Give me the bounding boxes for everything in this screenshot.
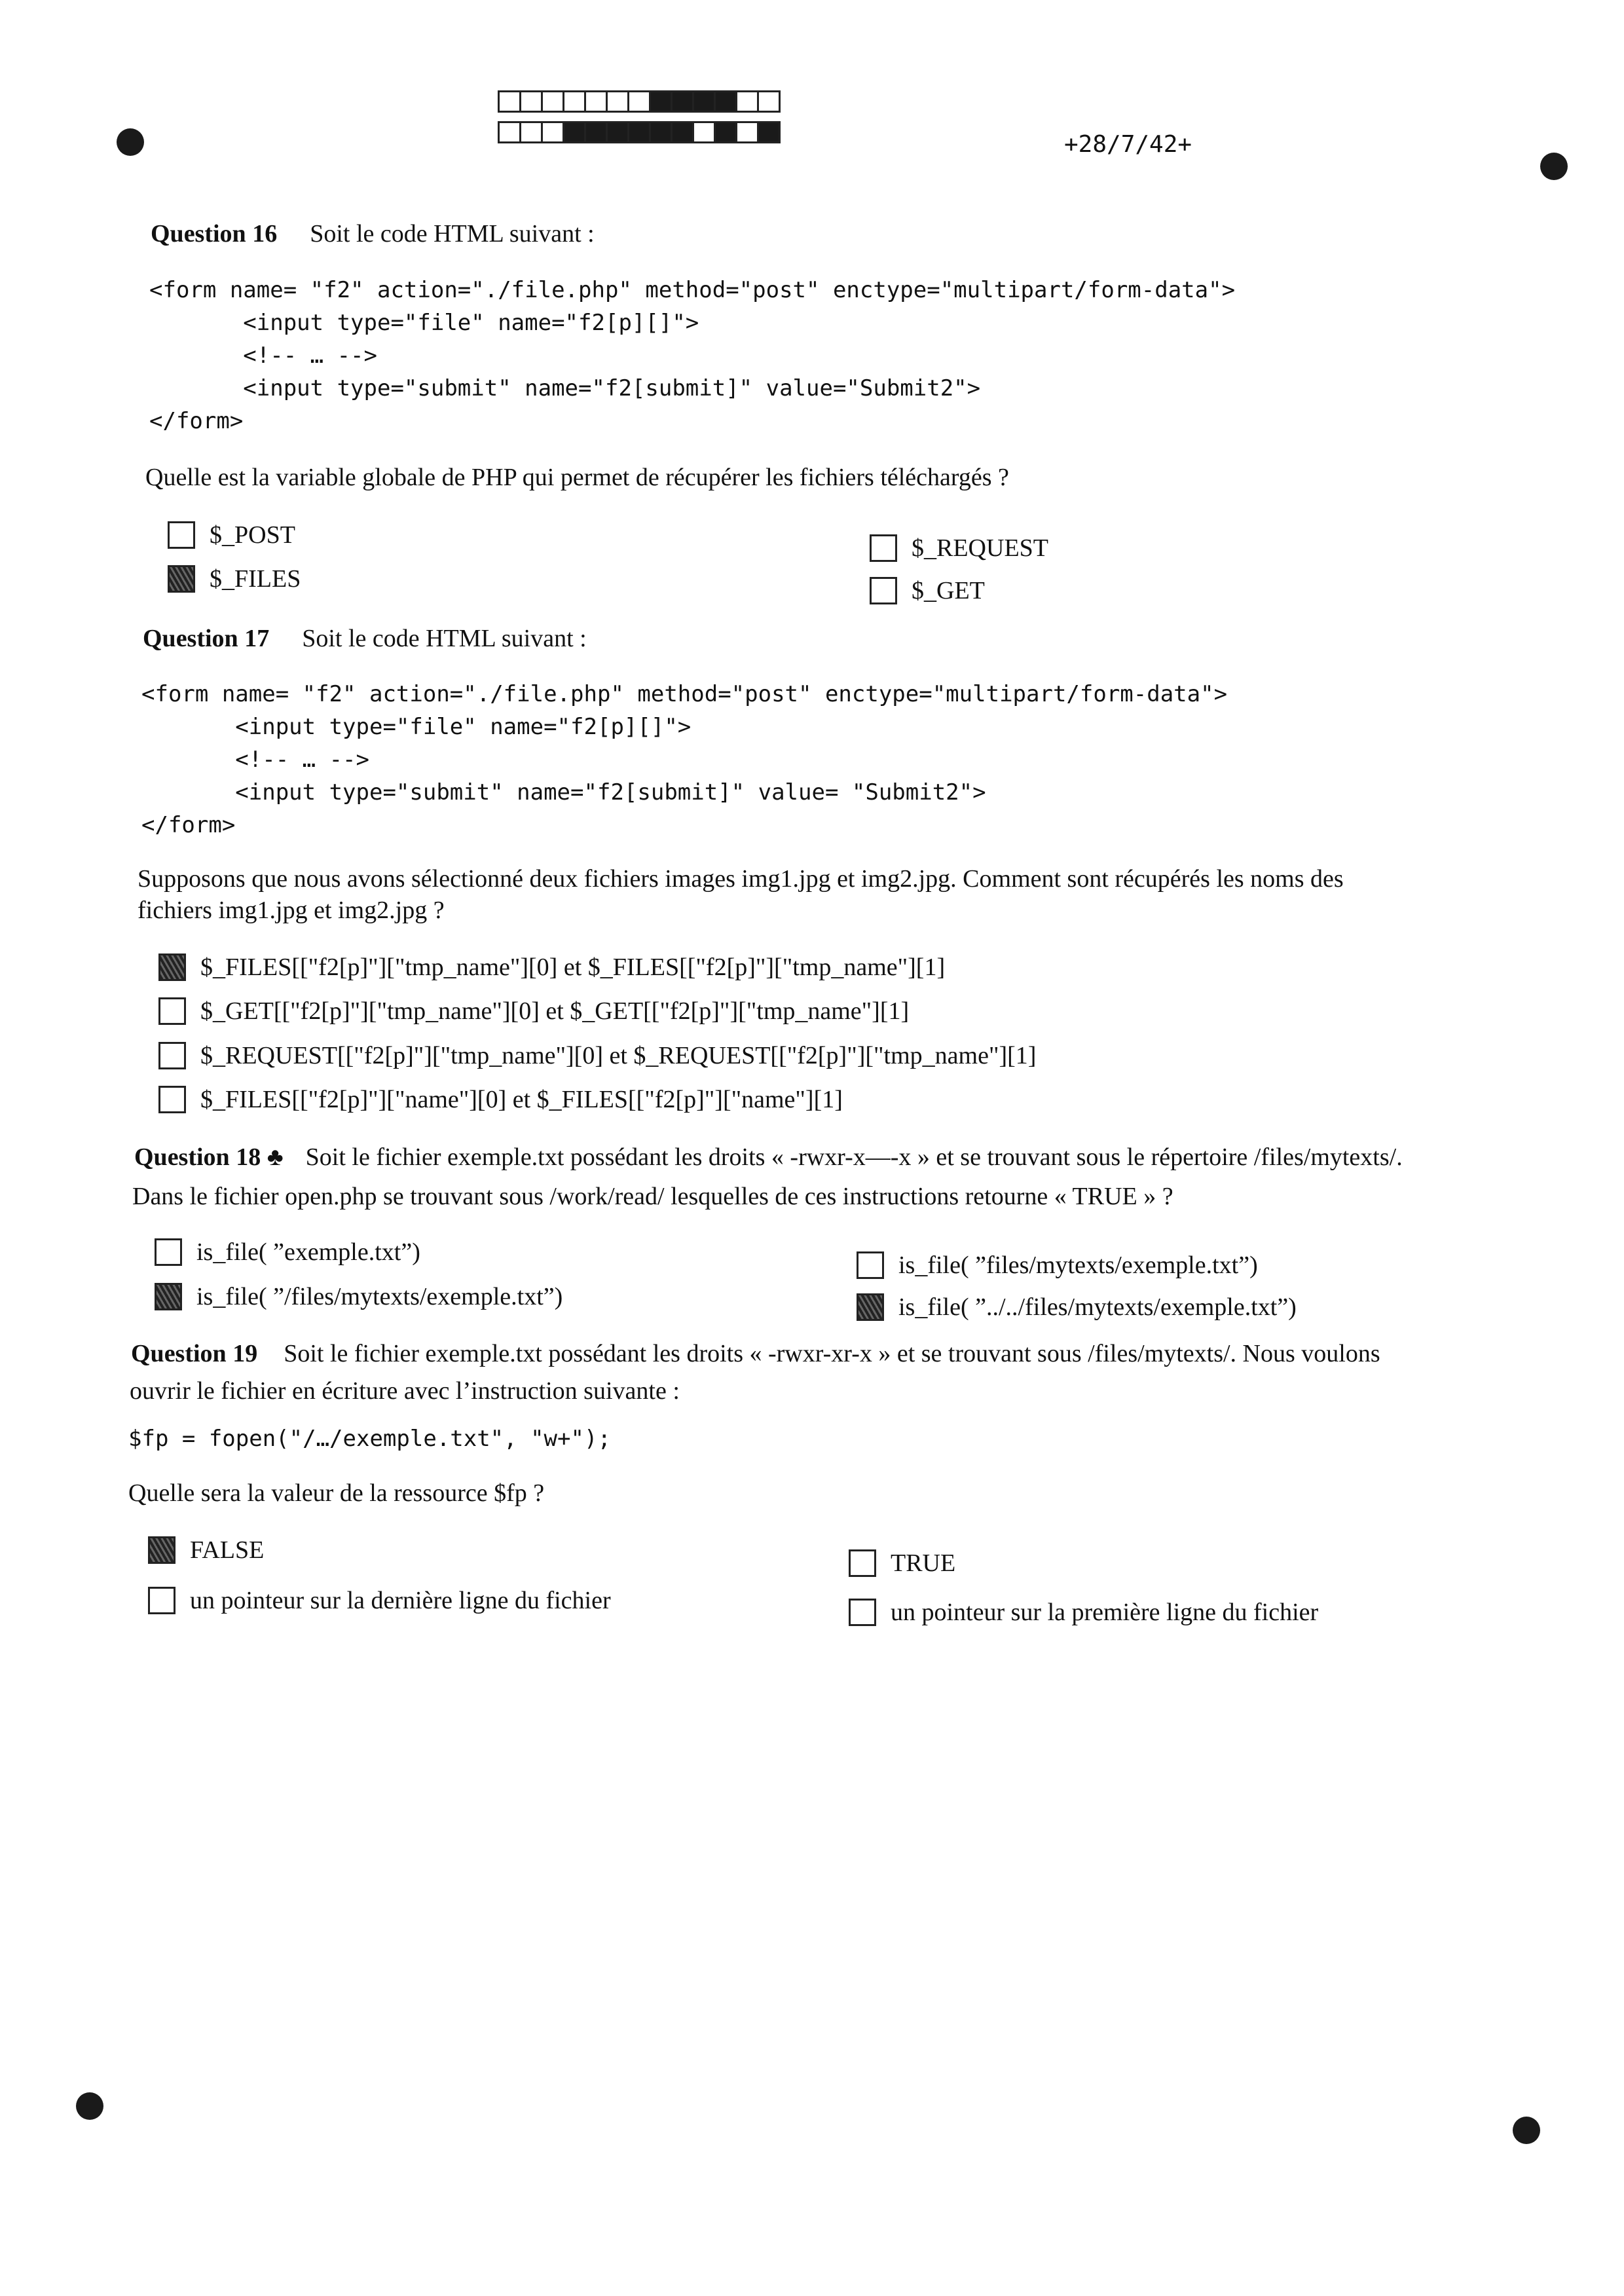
q19-choice-first-line[interactable] [849,1598,1318,1627]
q18-prompt: Soit le fichier exemple.txt possédant les droits « -rwxr-x—-x » et se trouvant sous le répertoire /files/mytexts/. [305,1143,1403,1171]
q16-choice-post[interactable] [168,521,295,549]
choice-label: $_FILES[["f2[p]"]["name"][0] et $_FILES[["f2[p]"]["name"][1] [200,1086,843,1113]
q17-choice-1[interactable] [158,953,945,982]
barcode-row-2 [498,121,779,143]
q16-choice-get[interactable] [870,576,985,605]
q16-question: Quelle est la variable globale de PHP qui permet de récupérer les fichiers téléchargés ? [145,464,1009,491]
registration-mark-bottom-left [76,2092,103,2120]
choice-label: is_file( ”/files/mytexts/exemple.txt”) [196,1283,563,1310]
q19-choice-false[interactable] [148,1536,264,1565]
q19-prompt: Soit le fichier exemple.txt possédant les droits « -rwxr-xr-x » et se trouvant sous /files/mytexts/. Nous voulons [284,1340,1380,1367]
q17-code [141,678,1227,842]
q19-code: $fp = fopen("/…/exemple.txt", "w+"); [128,1426,611,1452]
choice-label: FALSE [190,1536,265,1564]
q16-code [149,274,1235,437]
q19-title [131,1339,1380,1368]
q17-code-line: <form name= "f2" action="./file.php" method="post" enctype="multipart/form-data"> [141,681,1228,707]
q17-code-line: <input type="file" name="f2[p][]"> [141,714,692,740]
q18-choice-1[interactable] [155,1238,420,1267]
checkbox-empty[interactable] [849,1549,876,1577]
q19-choice-last-line[interactable] [148,1586,611,1615]
checkbox-checked[interactable] [158,954,186,981]
registration-mark-top-right [1540,153,1568,180]
q17-prompt: Soit le code HTML suivant : [302,625,587,652]
q17-question [138,863,1344,926]
checkbox-checked[interactable] [155,1283,182,1310]
q17-code-line: <input type="submit" name="f2[submit]" value= "Submit2"> [141,779,986,805]
q18-title [134,1143,1403,1172]
q19-number: Question 19 [131,1340,258,1367]
choice-label: $_GET [912,577,985,604]
checkbox-checked[interactable] [148,1536,175,1564]
q17-choice-2[interactable] [158,997,909,1026]
q17-code-line: <!-- … --> [141,747,369,773]
q16-code-line: <input type="submit" name="f2[submit]" value="Submit2"> [149,375,981,401]
choice-label: $_REQUEST[["f2[p]"]["tmp_name"][0] et $_REQUEST[["f2[p]"]["tmp_name"][1] [200,1042,1037,1069]
q18-prompt-continued: Dans le fichier open.php se trouvant sous /work/read/ lesquelles de ces instructions retourne « TRUE » ? [132,1183,1173,1210]
q16-code-line: <!-- … --> [149,343,377,369]
q16-choice-request[interactable] [870,534,1048,563]
checkbox-empty[interactable] [158,997,186,1025]
checkbox-checked[interactable] [857,1293,884,1321]
checkbox-empty[interactable] [168,521,195,549]
q17-title [143,624,587,653]
q19-prompt-continued: ouvrir le fichier en écriture avec l’instruction suivante : [130,1377,680,1405]
q18-choice-4[interactable] [857,1293,1297,1322]
q16-code-line: </form> [149,408,244,434]
q17-question-line: Supposons que nous avons sélectionné deux fichiers images img1.jpg et img2.jpg. Comment sont récupérés les noms des [138,865,1344,893]
q16-code-line: <input type="file" name="f2[p][]"> [149,310,699,336]
checkbox-empty[interactable] [158,1042,186,1069]
checkbox-empty[interactable] [870,577,897,604]
q16-prompt: Soit le code HTML suivant : [310,220,595,248]
q18-choice-2[interactable] [155,1282,563,1311]
q19-question: Quelle sera la valeur de la ressource $fp ? [128,1479,545,1507]
q17-code-line: </form> [141,812,236,838]
choice-label: is_file( ”../../files/mytexts/exemple.txt”) [898,1293,1297,1321]
choice-label: $_FILES [210,565,301,593]
q17-choice-3[interactable] [158,1041,1036,1070]
registration-mark-top-left [117,128,144,156]
choice-label: $_FILES[["f2[p]"]["tmp_name"][0] et $_FILES[["f2[p]"]["tmp_name"][1] [200,954,946,981]
q16-title [151,219,595,248]
choice-label: TRUE [891,1549,956,1577]
choice-label: un pointeur sur la première ligne du fichier [891,1599,1319,1626]
checkbox-empty[interactable] [857,1251,884,1279]
registration-mark-bottom-right [1513,2117,1540,2144]
checkbox-checked[interactable] [168,565,195,593]
checkbox-empty[interactable] [158,1086,186,1113]
q19-choice-true[interactable] [849,1549,955,1578]
q17-number: Question 17 [143,625,270,652]
q17-choice-4[interactable] [158,1085,843,1114]
choice-label: $_REQUEST [912,534,1048,562]
barcode-row-1 [498,90,779,113]
checkbox-empty[interactable] [849,1599,876,1626]
choice-label: un pointeur sur la dernière ligne du fichier [190,1587,611,1614]
q18-choice-3[interactable] [857,1251,1258,1280]
page-identifier: +28/7/42+ [1064,131,1192,158]
choice-label: $_GET[["f2[p]"]["tmp_name"][0] et $_GET[["f2[p]"]["tmp_name"][1] [200,997,910,1025]
q16-number: Question 16 [151,220,278,248]
choice-label: is_file( ”files/mytexts/exemple.txt”) [898,1251,1258,1279]
checkbox-empty[interactable] [148,1587,175,1614]
choice-label: $_POST [210,521,295,549]
q18-number: Question 18 ♣ [134,1143,284,1171]
q16-code-line: <form name= "f2" action="./file.php" method="post" enctype="multipart/form-data"> [149,277,1236,303]
q16-choice-files[interactable] [168,565,301,593]
q17-question-line: fichiers img1.jpg et img2.jpg ? [138,897,445,924]
checkbox-empty[interactable] [155,1238,182,1266]
checkbox-empty[interactable] [870,534,897,562]
choice-label: is_file( ”exemple.txt”) [196,1238,420,1266]
